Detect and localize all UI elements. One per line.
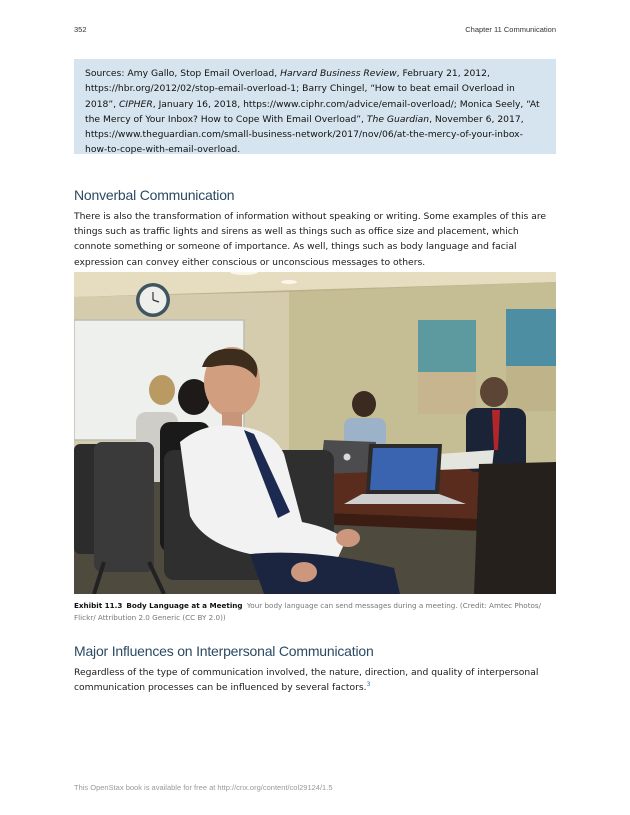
source-publication: The Guardian — [366, 113, 430, 125]
paragraph-text: Regardless of the type of communication involved, the nature, direction, and quality of interpersonal communication processes can be influenced by several factors. — [74, 667, 539, 694]
footnote-ref[interactable]: 3 — [366, 681, 371, 689]
chapter-title: Chapter 11 Communication — [465, 25, 556, 34]
page-number: 352 — [74, 25, 87, 34]
sources-text: , February 21, 2012, https://hbr.org/2012/02/stop-email-overload-1; Barry Chingel, “How to beat email Overload in 2018”, — [85, 68, 515, 110]
page-footer: This OpenStax book is available for free at http://cnx.org/content/col29124/1.5 — [74, 783, 333, 792]
section-heading-major-influences: Major Influences on Interpersonal Communication — [74, 643, 374, 659]
sources-text: , January 16, 2018, https://www.ciphr.com/advice/email-overload/; Monica Seely, “At the Mercy of Your Inbox? How to Cope With Email Overload”, — [85, 98, 540, 125]
figure-caption-text: Your body language can send messages during a meeting. (Credit: Amtec Photos/ Flickr/ Attribution 2.0 Generic (CC BY 2.0)) — [74, 601, 542, 622]
sources-text: Sources: Amy Gallo, Stop Email Overload, — [85, 68, 281, 79]
sources-text: , November 6, 2017, https://www.theguardian.com/small-business-network/2017/nov/06/at-the-mercy-of-your-inbox-how-to-cope-with-email-overload. — [85, 113, 524, 156]
meeting-photo — [74, 272, 556, 594]
figure-label: Exhibit 11.3 — [74, 601, 123, 610]
section-paragraph-major-influences — [74, 665, 556, 695]
section-paragraph-nonverbal: There is also the transformation of information without speaking or writing. Some examples of this are things such as traffic lights and sirens as well as things such as office size and placement, which connote something or someone of importance. As well, things such as body language and facial expression can convey either conscious or unconscious messages to others. — [74, 211, 547, 268]
section-heading-nonverbal: Nonverbal Communication — [74, 187, 235, 203]
source-publication: Harvard Business Review — [280, 68, 397, 79]
sources-box — [74, 59, 556, 154]
source-publication: CIPHER — [118, 98, 153, 110]
figure-caption — [74, 600, 556, 624]
figure-title: Body Language at a Meeting — [126, 601, 243, 610]
